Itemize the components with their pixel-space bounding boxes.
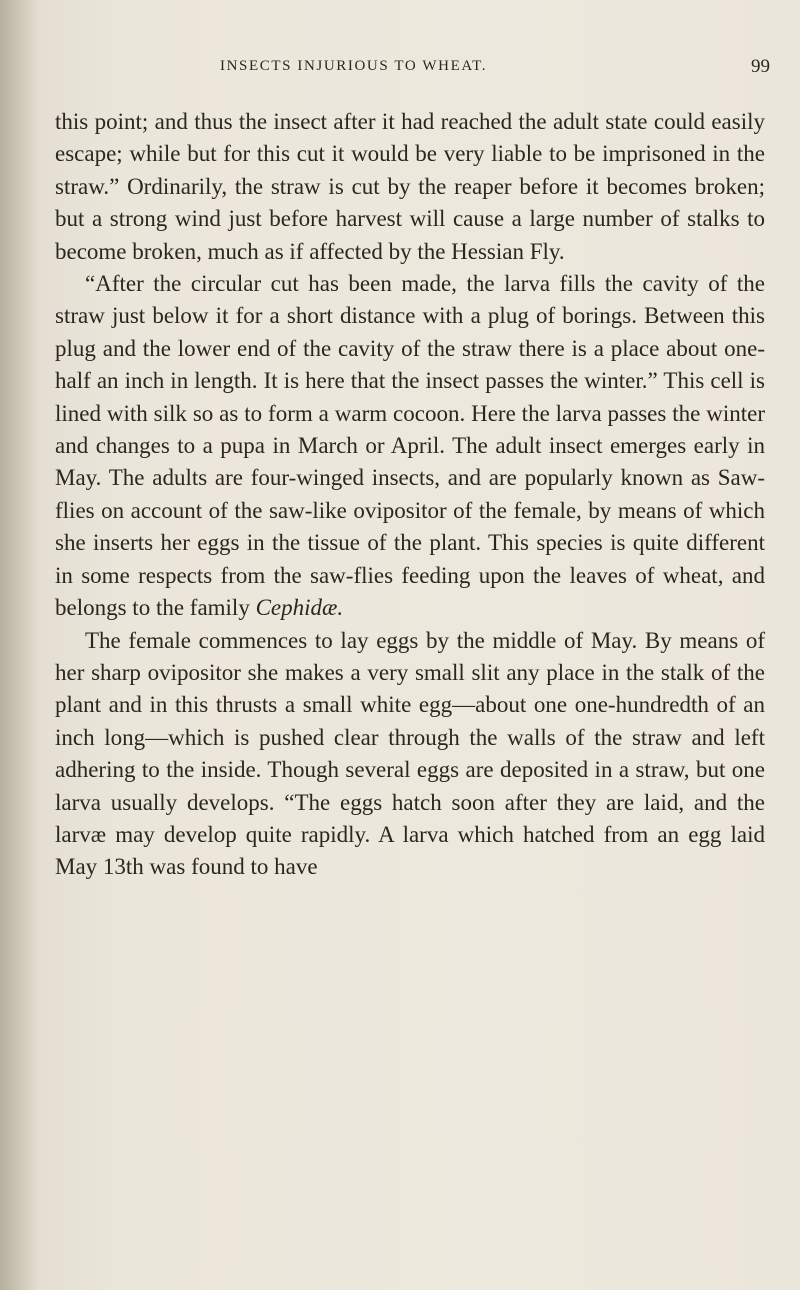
gutter-shadow [0, 0, 38, 1290]
paragraph-2-text: “After the circular cut has been made, the larva fills the cavity of the straw just below it for a short distance with a plug of borings. Between this plug and the lower end of the cavity of the straw there is a place about one-half an inch in length. It is here that the insect passes the winter.” This cell is lined with silk so as to form a warm cocoon. Here the larva passes the winter and changes to a pupa in March or April. The adult insect emerges early in May. The adults are four-winged insects, and are popularly known as Saw-flies on account of the saw-like ovipositor of the female, by means of which she inserts her eggs in the tissue of the plant. This species is quite different in some respects from the saw-flies feeding upon the leaves of wheat, and belongs to the family [55, 271, 765, 621]
body-text [55, 106, 765, 884]
paragraph-3: The female commences to lay eggs by the middle of May. By means of her sharp ovipositor she makes a very small slit any place in the stalk of the plant and in this thrusts a small white egg—about one one-hundredth of an inch long—which is pushed clear through the walls of the straw and left adhering to the inside. Though several eggs are deposited in a straw, but one larva usually develops. “The eggs hatch soon after they are laid, and the larvæ may develop quite rapidly. A larva which hatched from an egg laid May 13th was found to have [55, 627, 765, 880]
paragraph-2 [55, 268, 765, 624]
family-name: Cephidæ. [255, 595, 344, 621]
page-header [90, 58, 770, 88]
page-number: 99 [751, 56, 770, 77]
running-head: INSECTS INJURIOUS TO WHEAT. [220, 58, 488, 74]
paragraph-1: this point; and thus the insect after it had reached the adult state could easily escape; while but for this cut it would be very liable to be imprisoned in the straw.” Ordinarily, the straw is cut by the reaper before it becomes broken; but a strong wind just before harvest will cause a large number of stalks to become broken, much as if affected by the Hessian Fly. [55, 109, 765, 264]
